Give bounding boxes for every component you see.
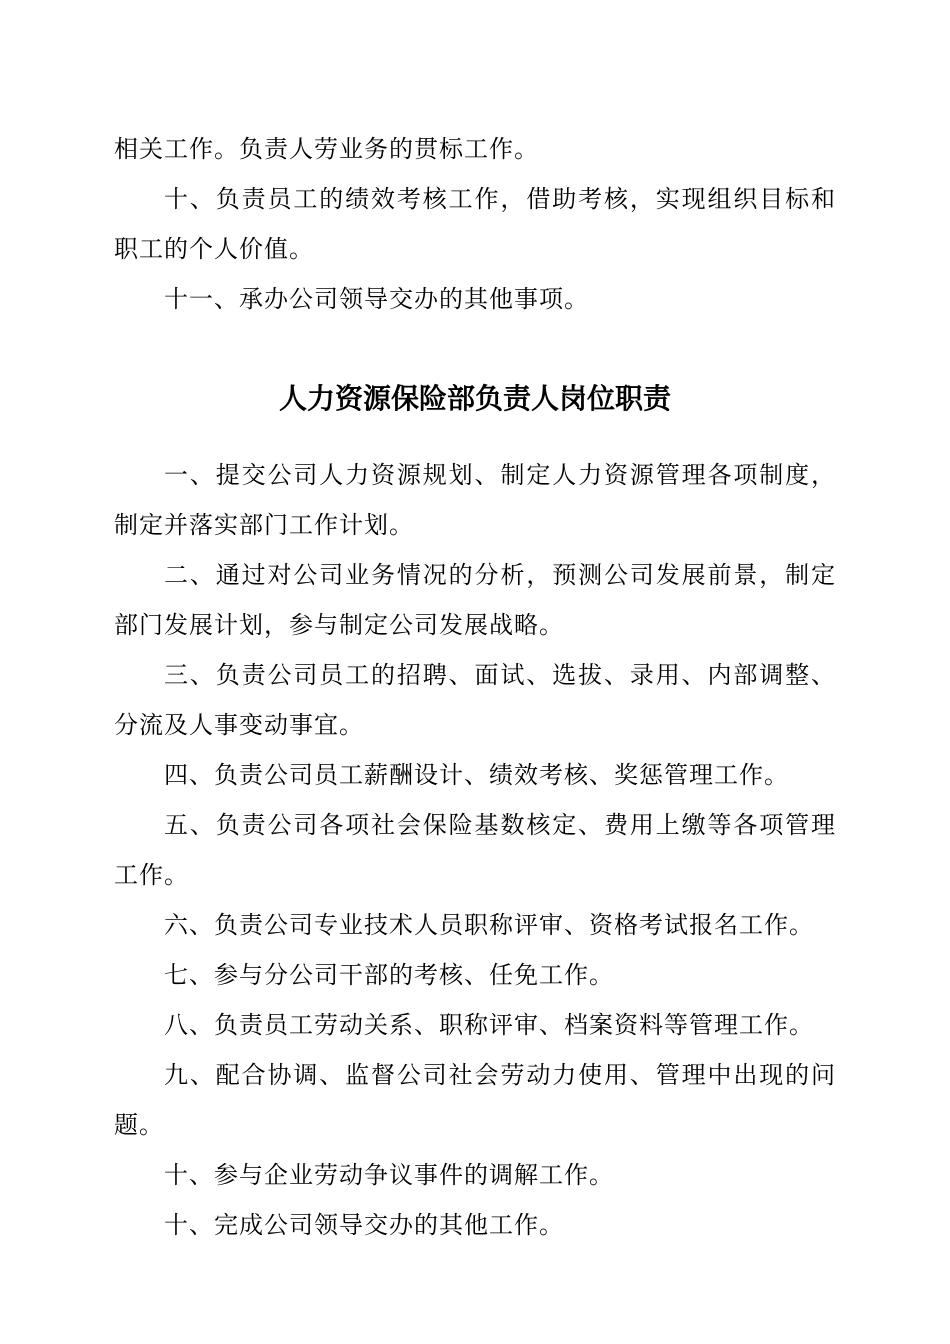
paragraph-item-10: 十、负责员工的绩效考核工作，借助考核，实现组织目标和职工的个人价值。 (114, 185, 836, 263)
section-title: 人力资源保险部负责人岗位职责 (278, 382, 671, 415)
paragraph-continuation: 相关工作。负责人劳业务的贯标工作。 (114, 135, 539, 163)
duty-item-1: 一、提交公司人力资源规划、制定人力资源管理各项制度，制定并落实部门工作计划。 (114, 461, 836, 539)
duty-item-2: 二、通过对公司业务情况的分析，预测公司发展前景，制定部门发展计划，参与制定公司发展战略。 (114, 561, 836, 639)
duty-item-5: 五、负责公司各项社会保险基数核定、费用上缴等各项管理工作。 (114, 811, 836, 889)
paragraph-item-11: 十一、承办公司领导交办的其他事项。 (164, 285, 589, 313)
duty-item-3: 三、负责公司员工的招聘、面试、选拔、录用、内部调整、分流及人事变动事宜。 (114, 661, 836, 739)
duty-item-8: 八、负责员工劳动关系、职称评审、档案资料等管理工作。 (164, 1011, 814, 1039)
duty-item-7: 七、参与分公司干部的考核、任免工作。 (164, 961, 614, 989)
duty-item-9: 九、配合协调、监督公司社会劳动力使用、管理中出现的问题。 (114, 1061, 836, 1139)
duty-item-10: 十、参与企业劳动争议事件的调解工作。 (164, 1161, 614, 1189)
duty-item-6: 六、负责公司专业技术人员职称评审、资格考试报名工作。 (164, 911, 814, 939)
duty-item-4: 四、负责公司员工薪酬设计、绩效考核、奖惩管理工作。 (164, 761, 789, 789)
duty-item-11: 十、完成公司领导交办的其他工作。 (164, 1211, 564, 1239)
main-section (114, 450, 836, 1250)
top-section (114, 124, 836, 324)
